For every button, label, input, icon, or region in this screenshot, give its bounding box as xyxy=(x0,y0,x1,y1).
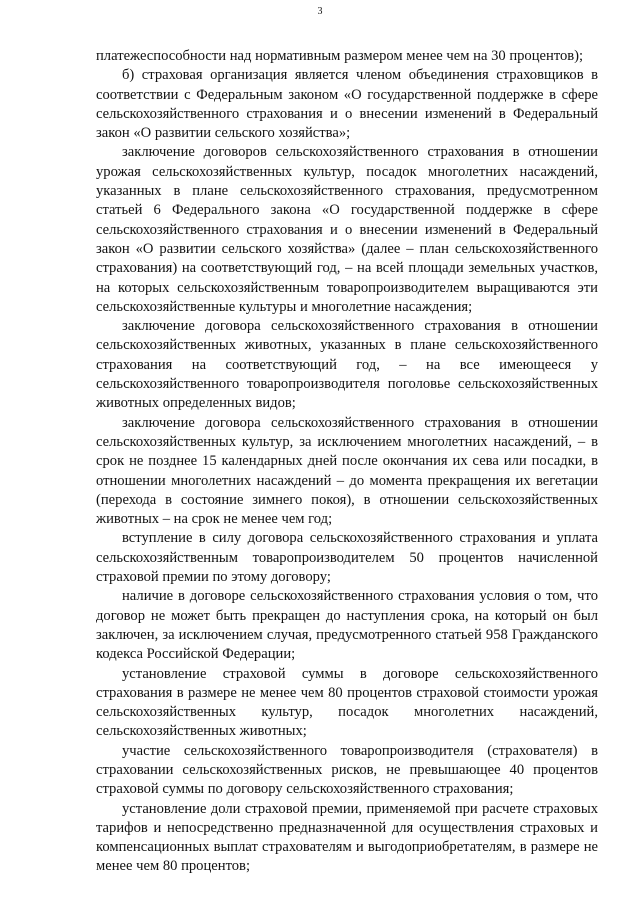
paragraph: платежеспособности над нормативным размером менее чем на 30 процентов); xyxy=(96,48,584,64)
paragraph: установление доли страховой премии, применяемой при расчете страховых тарифов и непосредственно предназначенной для осуществления страховых и компенсационных выплат страхователям и выгодоприобретателям, в размере не менее чем 80 процентов; xyxy=(96,800,598,875)
paragraph: вступление в силу договора сельскохозяйственного страхования и уплата сельскохозяйственным товаропроизводителем 50 процентов начисленной страховой премии по этому договору; xyxy=(96,530,598,586)
page-number: 3 xyxy=(317,6,323,17)
paragraph: установление страховой суммы в договоре сельскохозяйственного страхования в размере не менее чем 80 процентов страховой стоимости урожая сельскохозяйственных культур, посадок многолетних насаждений, сельскохозяйственных животных; xyxy=(96,665,598,740)
paragraph: заключение договоров сельскохозяйственного страхования в отношении урожая сельскохозяйственных культур, посадок многолетних насаждений, указанных в плане сельскохозяйственного страхования, предусмотренном статьей 6 Федерального закона «О государственной поддержке в сфере сельскохозяйственного страхования и о внесении изменений в Федеральный закон «О развитии сельского хозяйства» (далее – план сельскохозяйственного страхования) на соответствующий год, – на всей площади земельных участков, на которых сельскохозяйственным товаропроизводителем выращиваются эти сельскохозяйственные культуры и многолетние насаждения; xyxy=(96,144,598,315)
paragraph: заключение договора сельскохозяйственного страхования в отношении сельскохозяйственных животных, указанных в плане сельскохозяйственного страхования на соответствующий год, – на все имеющееся у сельскохозяйственного товаропроизводителя поголовье сельскохозяйственных животных определенных видов; xyxy=(96,318,598,412)
paragraph: участие сельскохозяйственного товаропроизводителя (страхователя) в страховании сельскохозяйственных рисков, не превышающее 40 процентов страховой суммы по договору сельскохозяйственного страхования; xyxy=(96,742,598,798)
paragraph: наличие в договоре сельскохозяйственного страхования условия о том, что договор не может быть прекращен до наступления срока, на который он был заключен, за исключением случая, предусмотренного статьей 958 Гражданского кодекса Российской Федерации; xyxy=(96,588,598,663)
paragraph: б) страховая организация является членом объединения страховщиков в соответствии с Федеральным законом «О государственной поддержке в сфере сельскохозяйственного страхования и о внесении изменений в Федеральный закон «О развитии сельского хозяйства»; xyxy=(96,67,598,142)
paragraph: заключение договора сельскохозяйственного страхования в отношении сельскохозяйственных культур, за исключением многолетних насаждений, – в срок не позднее 15 календарных дней после окончания их сева или посадки, в отношении многолетних насаждений – до момента прекращения их вегетации (перехода в состояние зимнего покоя), в отношении сельскохозяйственных животных – на срок не менее чем год; xyxy=(96,414,598,528)
document-body xyxy=(96,47,598,877)
